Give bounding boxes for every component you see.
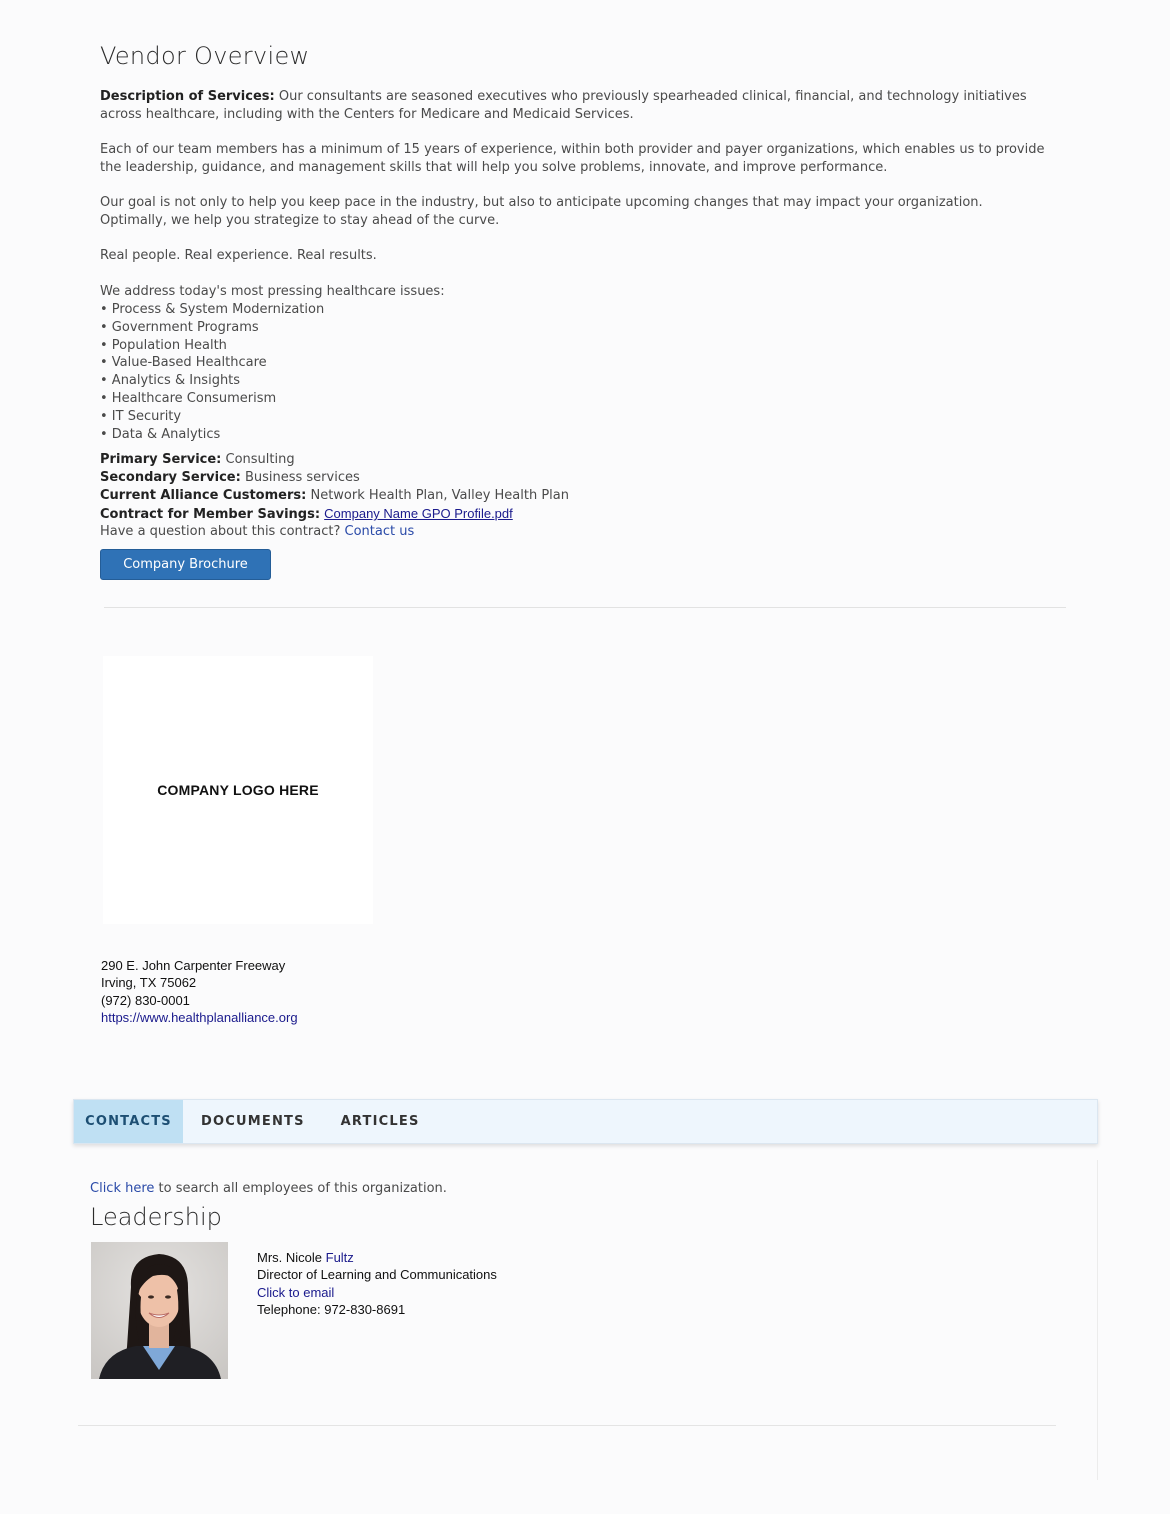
website-link[interactable]: https://www.healthplanalliance.org [101,1009,298,1025]
company-logo-placeholder [103,656,373,924]
list-item: • Population Health [100,337,227,353]
primary-service-value: Consulting [225,452,295,467]
address-street: 290 E. John Carpenter Freeway [101,958,286,973]
primary-service [100,451,295,469]
company-brochure-button[interactable]: Company Brochure [100,549,271,580]
list-item: • Analytics & Insights [100,373,241,389]
list-item: • Process & System Modernization [100,302,325,317]
tab-documents[interactable]: DOCUMENTS [201,1114,305,1129]
primary-service-label: Primary Service: [100,452,222,467]
alliance-customers-value: Network Health Plan, Valley Health Plan [310,488,569,503]
panel-border [1097,1160,1098,1480]
contract-question-text: Have a question about this contract? [100,524,341,539]
tab-contacts[interactable]: CONTACTS [74,1100,183,1143]
bottom-divider [78,1425,1056,1426]
contact-telephone: Telephone: 972-830-8691 [257,1302,406,1318]
list-item: • Data & Analytics [100,426,221,442]
tab-articles[interactable]: ARTICLES [340,1114,420,1129]
contact-name [257,1249,497,1266]
contract-savings [100,505,513,524]
contact-name-link[interactable]: Fultz [325,1250,354,1265]
list-item: • Healthcare Consumerism [100,390,277,406]
logo-placeholder-text: COMPANY LOGO HERE [157,782,319,798]
address-phone: (972) 830-0001 [101,992,190,1008]
secondary-service-value: Business services [244,470,360,485]
description-text: Our consultants are seasoned executives who previously spearheaded clinical, financial, and technology initiatives across healthcare, including with the Centers for Medicare and Medicaid Services. [100,89,1027,122]
page-title: Vendor Overview [100,42,310,70]
list-item: • Value-Based Healthcare [100,355,267,371]
contract-pdf-link[interactable]: Company Name GPO Profile.pdf [324,506,513,521]
email-link[interactable]: Click to email [257,1284,335,1300]
employee-search-line [90,1181,447,1196]
issues-intro: We address today's most pressing healthcare issues: [100,284,445,299]
contact-job-title: Director of Learning and Communications [257,1267,497,1283]
person-portrait-icon [91,1242,228,1379]
contact-photo [91,1242,228,1379]
company-address [101,957,298,1026]
tagline: Real people. Real experience. Real results. [100,248,377,263]
secondary-service [100,469,360,487]
alliance-customers [100,487,569,505]
search-employees-text: to search all employees of this organization. [154,1181,447,1196]
search-employees-link[interactable]: Click here [90,1181,155,1196]
section-divider [104,607,1066,608]
contract-question [100,523,414,541]
description-paragraph [100,88,1050,124]
secondary-service-label: Secondary Service: [100,470,241,485]
goal-paragraph: Our goal is not only to help you keep pace in the industry, but also to anticipate upcoming changes that may impact your organization. Optimally, we help you strategize to stay ahead of the curve. [100,195,983,228]
contact-card [257,1249,497,1319]
list-item: • IT Security [100,408,182,424]
contract-savings-label: Contract for Member Savings: [100,507,321,522]
list-item: • Government Programs [100,319,259,335]
contact-name-prefix: Mrs. Nicole [257,1250,326,1265]
leadership-heading: Leadership [90,1203,222,1231]
tab-bar [73,1099,1098,1144]
description-label: Description of Services: [100,89,275,104]
address-city: Irving, TX 75062 [101,975,197,991]
issues-list [100,301,324,443]
experience-paragraph: Each of our team members has a minimum of 15 years of experience, within both provider and payer organizations, which enables us to provide the leadership, guidance, and management skills that will help you solve problems, innovate, and improve performance. [100,142,1045,175]
contact-us-link[interactable]: Contact us [344,524,415,539]
alliance-customers-label: Current Alliance Customers: [100,488,307,503]
